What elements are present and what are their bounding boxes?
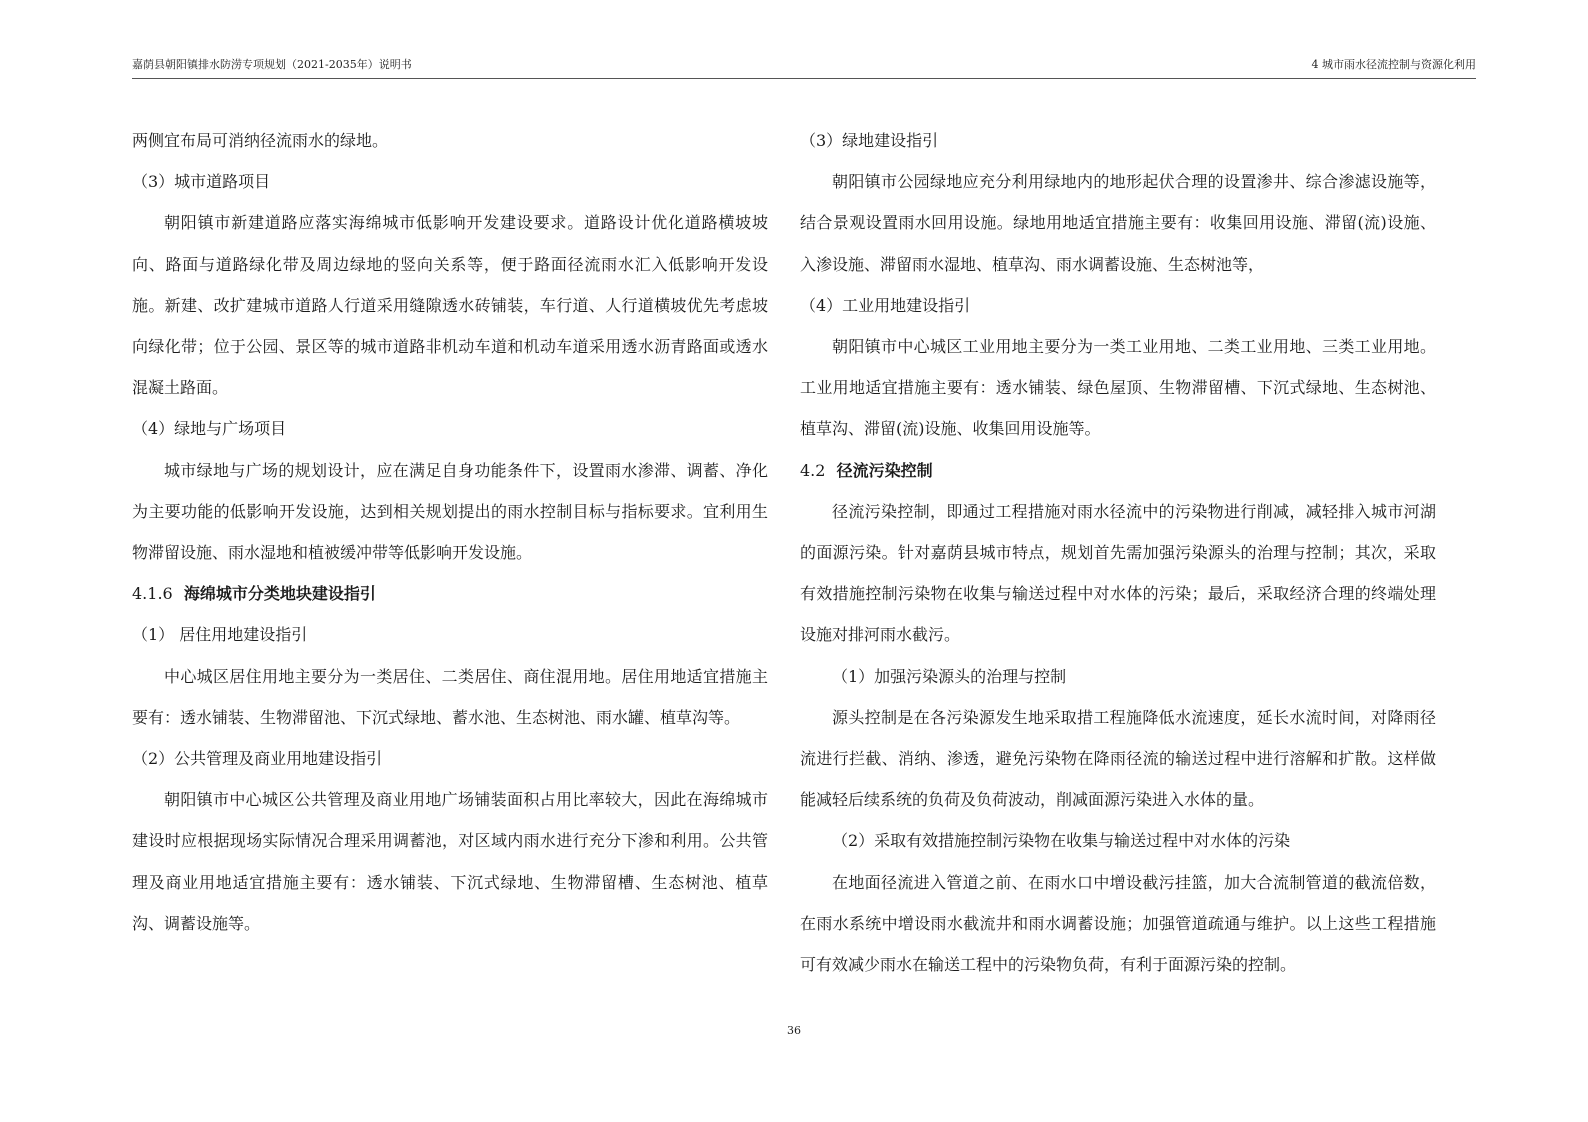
subsection-heading: （1） 居住用地建设指引 <box>132 625 308 645</box>
section-heading <box>800 450 1436 491</box>
section-title: 径流污染控制 <box>836 460 933 480</box>
paragraph: 源头控制是在各污染源发生地采取措工程施降低水流速度，延长水流时间，对降雨径流进行拦截、消纳、渗透，避免污染物在降雨径流的输送过程中进行溶解和扩散。这样做能减轻后续系统的负荷及负荷波动，削减面源污染进入水体的量。 <box>800 707 1436 810</box>
subsection-heading: （3）绿地建设指引 <box>800 131 939 150</box>
page-number: 36 <box>787 1024 801 1037</box>
subsection-heading: （2）采取有效措施控制污染物在收集与输送过程中对水体的污染 <box>832 831 1291 851</box>
paragraph: 朝阳镇市新建道路应落实海绵城市低影响开发建设要求。道路设计优化道路横坡坡向、路面与道路绿化带及周边绿地的竖向关系等，便于路面径流雨水汇入低影响开发设施。新建、改扩建城市道路人行道采用缝隙透水砖铺装，车行道、人行道横坡优先考虑坡向绿化带；位于公园、景区等的城市道路非机动车道和机动车道采用透水沥青路面或透水混凝土路面。 <box>132 213 768 398</box>
paragraph: 在地面径流进入管道之前、在雨水口中增设截污挂篮，加大合流制管道的截流倍数，在雨水系统中增设雨水截流井和雨水调蓄设施；加强管道疏通与维护。以上这些工程措施可有效减少雨水在输送工程中的污染物负荷，有利于面源污染的控制。 <box>800 872 1436 975</box>
left-column <box>132 120 768 944</box>
paragraph: 两侧宜布局可消纳径流雨水的绿地。 <box>132 131 389 150</box>
page-header <box>132 54 1476 79</box>
subsection-heading: （4）工业用地建设指引 <box>800 295 971 315</box>
subsection-heading: （3）城市道路项目 <box>132 172 271 192</box>
paragraph: 径流污染控制，即通过工程措施对雨水径流中的污染物进行削减，减轻排入城市河湖的面源污染。针对嘉荫县城市特点，规划首先需加强污染源头的治理与控制；其次，采取有效措施控制污染物在收集与输送过程中对水体的污染；最后，采取经济合理的终端处理设施对排河雨水截污。 <box>800 501 1436 645</box>
paragraph: 朝阳镇市中心城区工业用地主要分为一类工业用地、二类工业用地、三类工业用地。工业用地适宜措施主要有：透水铺装、绿色屋顶、生物滞留槽、下沉式绿地、生态树池、植草沟、滞留(流)设施、收集回用设施等。 <box>800 337 1436 439</box>
section-title: 海绵城市分类地块建设指引 <box>183 584 376 604</box>
paragraph: 朝阳镇市中心城区公共管理及商业用地广场铺装面积占用比率较大，因此在海绵城市建设时应根据现场实际情况合理采用调蓄池，对区域内雨水进行充分下渗和利用。公共管理及商业用地适宜措施主要有：透水铺装、下沉式绿地、生物滞留槽、生态树池、植草沟、调蓄设施等。 <box>132 790 768 933</box>
section-number: 4.2 <box>800 460 826 480</box>
header-chapter-title: 4 城市雨水径流控制与资源化利用 <box>1311 58 1476 71</box>
section-heading <box>132 573 768 614</box>
paragraph: 朝阳镇市公园绿地应充分利用绿地内的地形起伏合理的设置渗井、综合渗滤设施等，结合景观设置雨水回用设施。绿地用地适宜措施主要有：收集回用设施、滞留(流)设施、入渗设施、滞留雨水湿地、植草沟、雨水调蓄设施、生态树池等， <box>800 172 1436 274</box>
section-number: 4.1.6 <box>132 584 173 604</box>
paragraph: 中心城区居住用地主要分为一类居住、二类居住、商住混用地。居住用地适宜措施主要有：透水铺装、生物滞留池、下沉式绿地、蓄水池、生态树池、雨水罐、植草沟等。 <box>132 666 768 727</box>
subsection-heading: （1）加强污染源头的治理与控制 <box>832 666 1067 686</box>
paragraph: 城市绿地与广场的规划设计，应在满足自身功能条件下，设置雨水渗滞、调蓄、净化为主要功能的低影响开发设施，达到相关规划提出的雨水控制目标与指标要求。宜利用生物滞留设施、雨水湿地和植被缓冲带等低影响开发设施。 <box>132 460 768 563</box>
subsection-heading: （2）公共管理及商业用地建设指引 <box>132 749 383 769</box>
right-column <box>800 120 1436 985</box>
subsection-heading: （4）绿地与广场项目 <box>132 419 287 439</box>
header-document-title: 嘉荫县朝阳镇排水防涝专项规划（2021-2035年）说明书 <box>132 58 412 71</box>
